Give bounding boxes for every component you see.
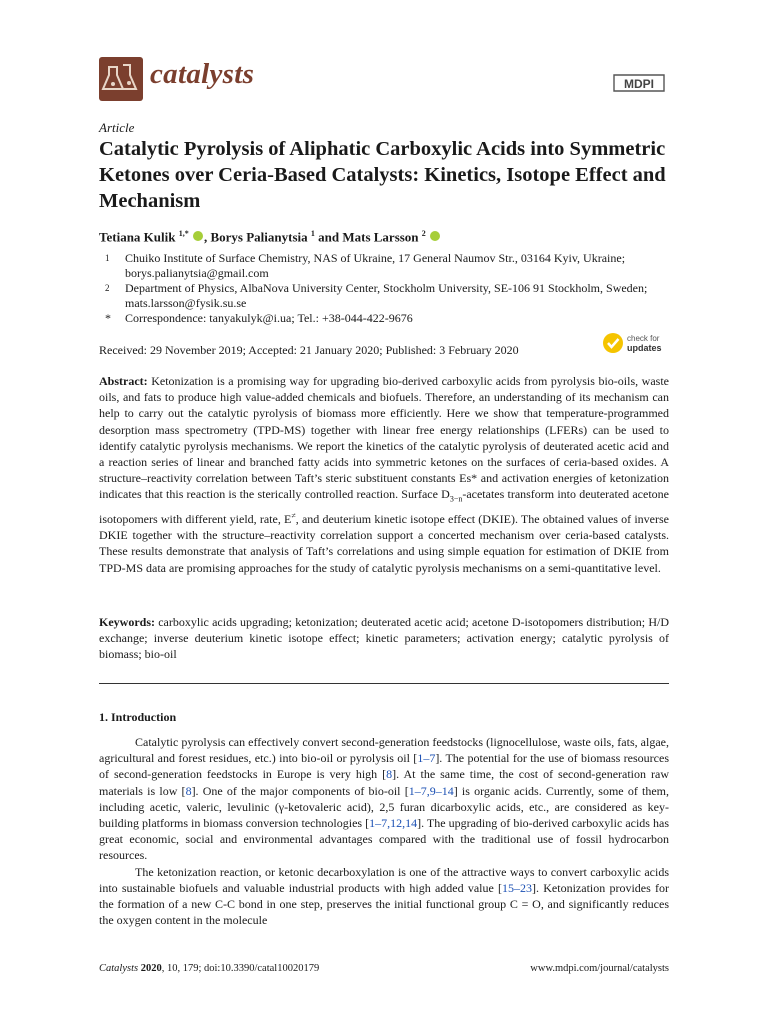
publisher-logo — [610, 72, 668, 94]
correspondence-text[interactable]: Correspondence: tanyakulyk@i.ua; Tel.: +38-044-422-9676 — [125, 311, 413, 325]
author-affiliation-mark: 1 — [310, 229, 315, 238]
citation-link[interactable]: 8 — [386, 767, 393, 782]
correspondence-mark: * — [105, 311, 111, 325]
author-name[interactable]: Borys Palianytsia — [210, 229, 308, 245]
flask-icon — [99, 57, 143, 101]
affiliation-text: Chuiko Institute of Surface Chemistry, NAS of Ukraine, 17 General Naumov Str., 03164 Kyiv, Ukraine; — [125, 251, 626, 265]
footer-url[interactable]: www.mdpi.com/journal/catalysts — [530, 963, 669, 974]
affiliation-text: Department of Physics, AlbaNova University Center, Stockholm University, SE-106 91 Stockholm, Sweden; — [125, 281, 648, 295]
keywords-text: carboxylic acids upgrading; ketonization; deuterated acetic acid; acetone D-isotopomers distribution; H/D exchange; inverse deuterium kinetic isotope effect; kinetic parameters; activation energy; catalytic pyrolysis of biomass; bio-oil — [99, 615, 669, 662]
citation-link[interactable]: 1–7,12,14 — [369, 816, 418, 831]
journal-logo — [99, 57, 143, 101]
check-badge-line1: check for — [627, 334, 660, 343]
abstract: Abstract: Ketonization is a promising way for upgrading bio-derived carboxylic acids from pyrolysis bio-oils, waste oils, and fats to produce high value-added chemicals and biofuels. Therefore, an understanding of its mechanism can help to carry out the catalytic pyrolysis of biomass more efficiently. Here we show that temperature-programmed desorption mass spectrometry (TPD-MS) together with linear free energy relationships (LFERs) can be used to identify catalytic pyrolysis mechanisms. We report the kinetics of the catalytic pyrolysis of deuterated acetic acid and a reaction series of linear and branched fatty acids into symmetric ketones on the surfaces of ceria-based oxides. A structure–reactivity correlation between Taft’s steric substituent constants Es* and activation energies of ketonization indicates that this reaction is the sterically controlled reaction. Surface $D_{3-n}$-acetates transform into deuterated acetone isotopomers with different yield, rate, E≠, and deuterium kinetic isotope effect (DKIE). The obtained values of inverse DKIE together with the structure–reactivity correlation support a concerted mechanism over ceria-based catalysts. These results demonstrate that analysis of Taft’s correlations and using simple equation for estimation of DKIE from TPD-MS data are promising approaches for the study of catalytic pyrolysis mechanisms on a semi-quantitative level. — [99, 374, 669, 575]
orcid-icon[interactable] — [430, 231, 440, 241]
abstract-label: Abstract: — [99, 374, 148, 388]
citation-link[interactable]: 1–7,9–14 — [408, 783, 454, 798]
author-name[interactable]: Mats Larsson — [342, 229, 419, 245]
orcid-icon[interactable] — [193, 231, 203, 241]
affiliation-email[interactable]: mats.larsson@fysik.su.se — [125, 296, 247, 310]
footer-citation: Catalysts 2020, 10, 179; doi:10.3390/catal10020179 — [99, 963, 320, 974]
check-for-updates-badge[interactable] — [602, 331, 672, 355]
citation-link[interactable]: 8 — [185, 783, 192, 798]
paragraph: The ketonization reaction, or ketonic decarboxylation is one of the attractive ways to convert carboxylic acids into sustainable biofuels and valuable industrial products with high added value [15–23]. Ketonization provides for the formation of a new C-C bond in one step, preserves the initial functional group C = O, and significantly reduces the oxygen content in the molecule — [99, 864, 670, 928]
paragraph: Catalytic pyrolysis can effectively convert second-generation feedstocks (lignocellulose, waste oils, fats, algae, agricultural and forest residues, etc.) into bio-oil or pyrolysis oil [1–7]. The potential for the use of biomass resources of second-generation feedstocks in Europe is very high [8]. At the same time, the cost of second-generation raw materials is low [8]. One of the major components of bio-oil [1–7,9–14] is organic acids. Currently, some of them, including acetic, valeric, levulinic (γ-ketovaleric acid), 2,5 furan dicarboxylic acids, etc., are considered as key-building platforms in biomass conversion technologies [1–7,12,14]. The upgrading of bio-derived carboxylic acids has great economic, social and environmental advantages compared with the traditional use of fossil hydrocarbon resources. — [99, 735, 670, 863]
check-badge-line2: updates — [627, 343, 662, 353]
affiliation-number: 2 — [105, 283, 110, 293]
keywords-label: Keywords: — [99, 615, 155, 629]
journal-name: catalysts — [150, 58, 255, 90]
section-divider — [99, 683, 669, 684]
check-updates-icon — [603, 333, 623, 353]
citation-link[interactable]: 1–7 — [417, 751, 436, 766]
author-affiliation-mark: 1,* — [178, 229, 189, 238]
section-heading: 1. Introduction — [99, 710, 177, 724]
article-type: Article — [99, 120, 135, 135]
body-text — [99, 734, 669, 928]
paper-title: Catalytic Pyrolysis of Aliphatic Carboxylic Acids into Symmetric Ketones over Ceria-Based Catalysts: Kinetics, Isotope Effect and Mechanism — [99, 138, 666, 212]
author-affiliation-mark: 2 — [421, 229, 426, 238]
author-name[interactable]: Tetiana Kulik — [99, 229, 176, 245]
citation-link[interactable]: 15–23 — [502, 880, 533, 895]
affiliation-email[interactable]: borys.palianytsia@gmail.com — [125, 266, 269, 280]
author-list: Tetiana Kulik $^{1,*}$ , Borys Palianytsia $^1$ and Mats Larsson $^2$ — [99, 229, 441, 245]
affiliation-number: 1 — [105, 253, 110, 263]
publication-dates: Received: 29 November 2019; Accepted: 21 January 2020; Published: 3 February 2020 — [99, 343, 519, 357]
keywords — [99, 614, 669, 663]
publisher-name: MDPI — [624, 77, 654, 91]
